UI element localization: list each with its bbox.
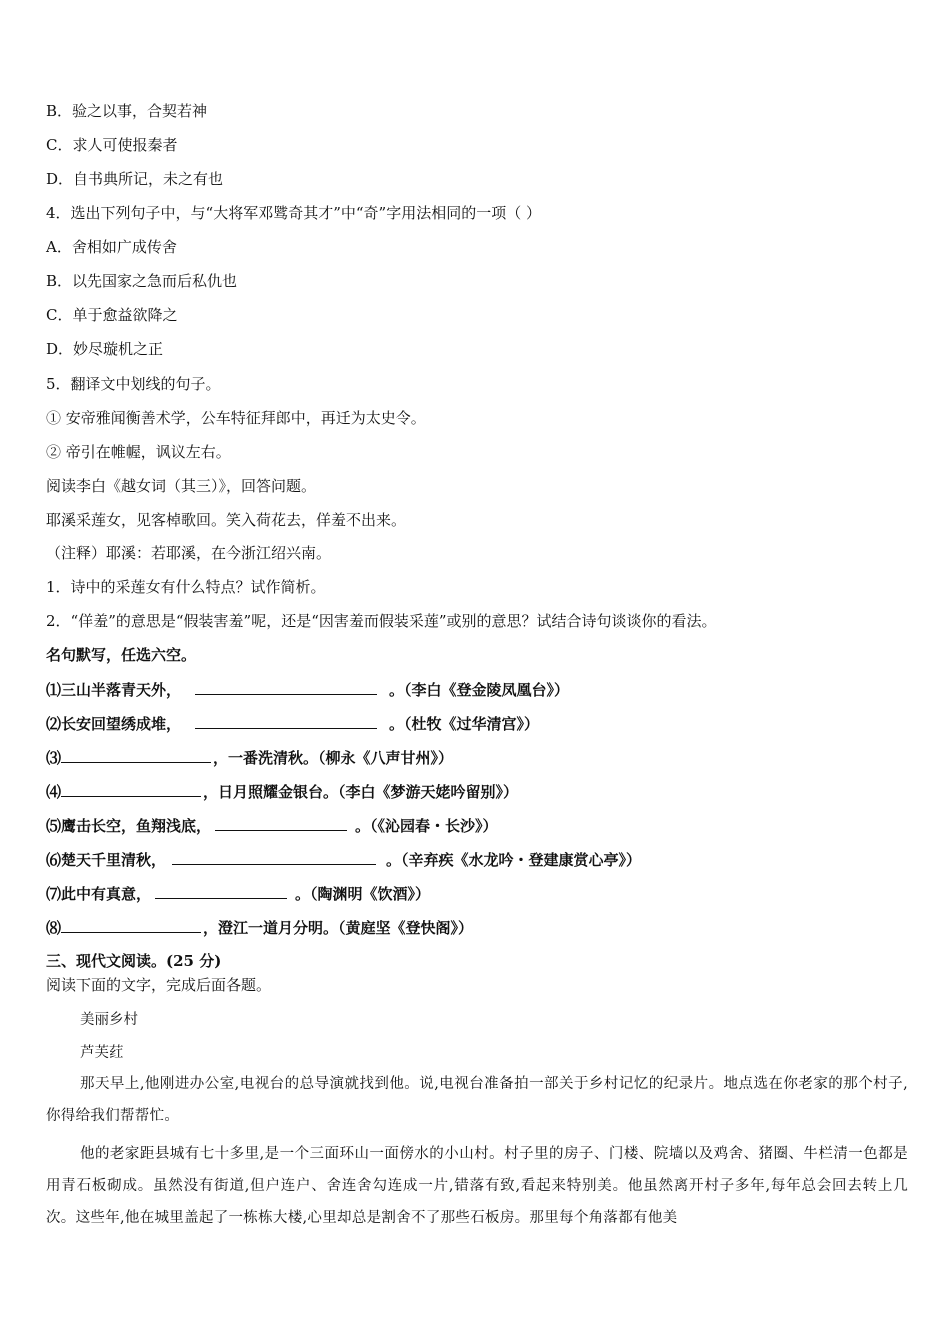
article-title: 美丽乡村 <box>80 1012 138 1028</box>
dictation-item <box>46 747 453 768</box>
article-paragraph-2: 他的老家距县城有七十多里,是一个三面环山一面傍水的小山村。村子里的房子、门楼、院墙以及鸡舍、猪圈、牛栏清一色都是用青石板砌成。虽然没有街道,但户连户、舍连舍勾连成一片,错落有致,看起来特别美。他虽然离开村子多年,每年总会回去转上几次。这些年,他在城里盖起了一栋栋大楼,心里却总是割舍不了那些石板房。那里每个角落都有他美 <box>46 1146 908 1226</box>
dictation-item <box>46 679 569 700</box>
answer-blank[interactable] <box>61 781 201 797</box>
dictation-item-suffix: ，一番洗清秋。（柳永《八声甘州》） <box>213 749 454 767</box>
dictation-item-prefix: ⑴三山半落青天外， <box>46 681 182 699</box>
q4-option-b: B．以先国家之急而后私仇也 <box>46 272 238 290</box>
dictation-item-suffix: 。（李白《登金陵凤凰台》） <box>389 681 570 699</box>
answer-blank[interactable] <box>172 849 376 865</box>
dictation-title: 名句默写，任选六空。 <box>46 646 197 664</box>
q5-sentence-1: ① 安帝雅闻衡善术学，公车特征拜郎中，再迁为太史令。 <box>46 409 426 427</box>
q4-option-d: D．妙尽璇机之正 <box>46 340 164 358</box>
poem-note: （注释）耶溪：若耶溪，在今浙江绍兴南。 <box>46 544 332 562</box>
q4-option-a: A．舍相如广成传舍 <box>46 238 177 256</box>
poem-intro: 阅读李白《越女词（其三）》，回答问题。 <box>46 477 317 495</box>
dictation-item-suffix: 。（杜牧《过华清宫》） <box>389 715 540 733</box>
dictation-item-prefix: ⑺此中有真意， <box>46 885 152 903</box>
dictation-item-prefix: ⑸鹰击长空，鱼翔浅底， <box>46 817 212 835</box>
q4-stem: 4．选出下列句子中，与“大将军邓骘奇其才”中“奇”字用法相同的一项（ ） <box>46 204 541 222</box>
answer-blank[interactable] <box>61 917 201 933</box>
dictation-item-prefix: ⑹楚天千里清秋， <box>46 851 167 869</box>
dictation-item-prefix: ⑷ <box>46 783 62 801</box>
dictation-item-suffix: ，澄江一道月分明。（黄庭坚《登快阁》） <box>203 919 474 937</box>
dictation-item-prefix: ⑶ <box>46 749 62 767</box>
dictation-item-suffix: ，日月照耀金银台。（李白《梦游天姥吟留别》） <box>203 783 519 801</box>
answer-blank[interactable] <box>61 747 211 763</box>
dictation-item <box>46 883 430 904</box>
q5-stem: 5．翻译文中划线的句子。 <box>46 375 221 393</box>
poem-text: 耶溪采莲女，见客棹歌回。笑入荷花去，佯羞不出来。 <box>46 511 407 529</box>
section-3-instruction: 阅读下面的文字，完成后面各题。 <box>46 976 272 994</box>
dictation-item-suffix: 。（《沁园春・长沙》） <box>355 817 498 835</box>
article-author: 芦芙荭 <box>80 1045 124 1061</box>
answer-blank[interactable] <box>215 815 347 831</box>
answer-blank[interactable] <box>195 713 377 729</box>
q4-option-c: C．单于愈益欲降之 <box>46 306 178 324</box>
poem-question-1: 1．诗中的采莲女有什么特点？试作简析。 <box>46 578 326 596</box>
dictation-item-prefix: ⑵长安回望绣成堆， <box>46 715 182 733</box>
dictation-item <box>46 781 518 802</box>
article-paragraph-1: 那天早上,他刚进办公室,电视台的总导演就找到他。说,电视台准备拍一部关于乡村记忆的纪录片。地点选在你老家的那个村子,你得给我们帮帮忙。 <box>46 1076 908 1124</box>
dictation-item-prefix: ⑻ <box>46 919 62 937</box>
q3-option-b: B．验之以事，合契若神 <box>46 102 208 120</box>
q5-sentence-2: ② 帝引在帷幄，讽议左右。 <box>46 443 231 461</box>
dictation-item <box>46 917 473 938</box>
dictation-item-suffix: 。（辛弃疾《水龙吟・登建康赏心亭》） <box>386 851 642 869</box>
answer-blank[interactable] <box>155 883 287 899</box>
poem-question-2: 2．“佯羞”的意思是“假装害羞”呢，还是“因害羞而假装采莲”或别的意思？试结合诗句谈谈你的看法。 <box>46 612 717 630</box>
section-3-heading: 三、现代文阅读。(25 分) <box>46 952 222 970</box>
dictation-item <box>46 849 641 870</box>
q3-option-d: D．自书典所记，未之有也 <box>46 170 224 188</box>
dictation-item <box>46 713 539 734</box>
dictation-item <box>46 815 498 836</box>
q3-option-c: C．求人可使报秦者 <box>46 136 178 154</box>
dictation-item-suffix: 。（陶渊明《饮酒》） <box>295 885 431 903</box>
answer-blank[interactable] <box>195 679 377 695</box>
